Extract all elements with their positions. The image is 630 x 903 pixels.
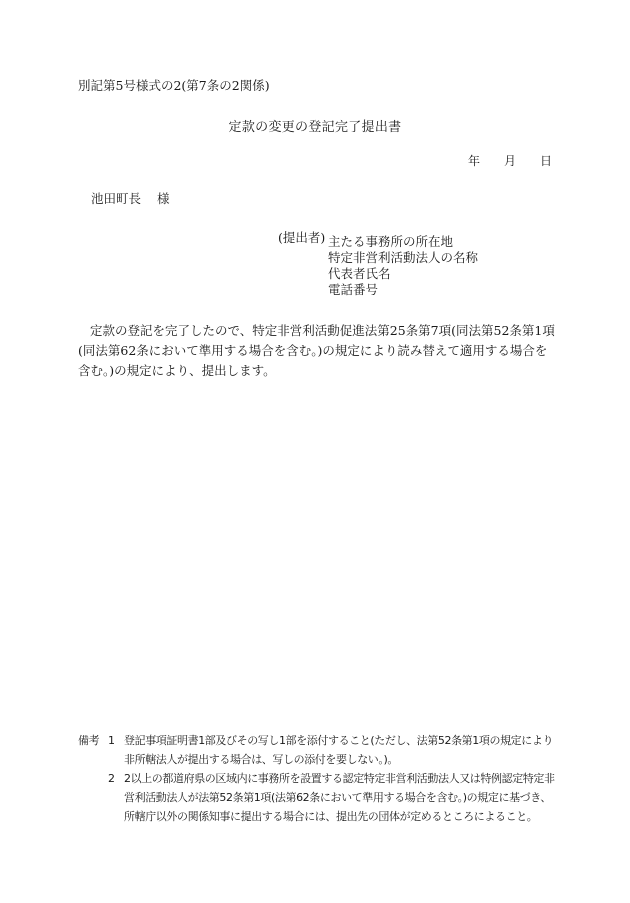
submitter-field-corp-name: 特定非営利活動法人の名称 [328,250,479,265]
notes-section [78,731,558,826]
submitter-field-representative: 代表者氏名 [328,266,391,281]
date-line [468,155,552,167]
notes-heading-spacer [78,769,108,826]
note-number: 2 [108,772,115,785]
submitter-field-address: 主たる事務所の所在地 [328,234,454,249]
date-day-label: 日 [540,154,553,168]
document-title: 定款の変更の登記完了提出書 [228,120,402,135]
addressee-honorific: 様 [157,191,170,206]
submitter-field-phone: 電話番号 [328,282,379,297]
date-year-label: 年 [468,154,481,168]
notes-heading: 備考 [78,734,100,747]
submitter-fields [328,232,478,300]
date-month-label: 月 [504,154,517,168]
body-paragraph: 定款の登記を完了したので、特定非営利活動促進法第25条第7項(同法第52条第1項(同法第62条において準用する場合を含む。)の規定により読み替えて適用する場合を含む。)の規定により、提出します。 [78,323,555,378]
addressee-name: 池田町長 [91,191,142,206]
note-text: 2以上の都道府県の区域内に事務所を設置する認定特定非営利活動法人又は特例認定特定非営利活動法人が法第52条第1項(法第62条において準用する場合を含む。)の規定に基づき、所轄庁以外の関係知事に提出する場合には、提出先の団体が定めるところによること。 [124,772,555,823]
note-text: 登記事項証明書1部及びその写し1部を添付すること(ただし、法第52条第1項の規定により非所轄法人が提出する場合は、写しの添付を要しない。)。 [124,734,554,766]
note-item [78,731,558,769]
note-number: 1 [108,734,115,747]
submitter-label: (提出者) [278,230,326,245]
addressee [91,193,170,206]
note-item [78,769,558,826]
form-label: 別記第5号様式の2(第7条の2関係) [78,78,270,93]
